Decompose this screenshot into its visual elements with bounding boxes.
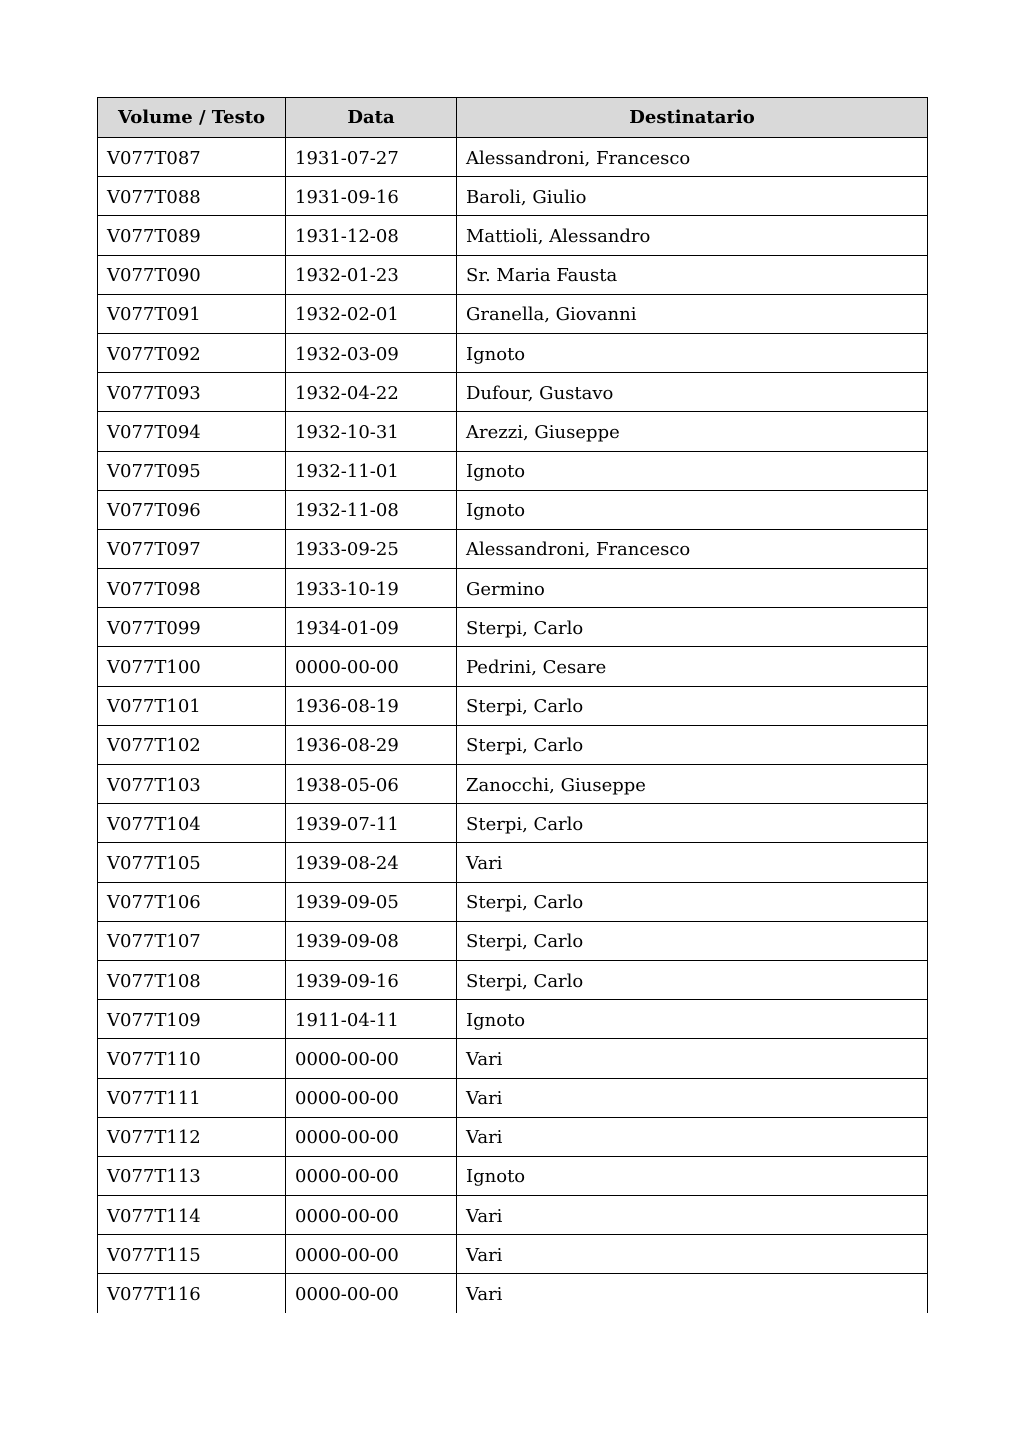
cell-data: 1931-07-27 xyxy=(286,138,457,177)
cell-destinatario: Zanocchi, Giuseppe xyxy=(457,765,928,804)
table-row xyxy=(98,1117,928,1156)
cell-data: 1931-12-08 xyxy=(286,216,457,255)
cell-volume-testo: V077T114 xyxy=(98,1196,286,1235)
table-row xyxy=(98,373,928,412)
cell-data: 1939-08-24 xyxy=(286,843,457,882)
table-row xyxy=(98,921,928,960)
cell-destinatario: Ignoto xyxy=(457,1000,928,1039)
header-row xyxy=(98,98,928,138)
cell-volume-testo: V077T097 xyxy=(98,529,286,568)
cell-destinatario: Vari xyxy=(457,1196,928,1235)
cell-volume-testo: V077T101 xyxy=(98,686,286,725)
table-row xyxy=(98,138,928,177)
table-row xyxy=(98,804,928,843)
cell-data: 1932-11-08 xyxy=(286,490,457,529)
cell-data: 0000-00-00 xyxy=(286,647,457,686)
cell-data: 0000-00-00 xyxy=(286,1039,457,1078)
cell-data: 0000-00-00 xyxy=(286,1156,457,1195)
cell-volume-testo: V077T093 xyxy=(98,373,286,412)
cell-data: 1933-09-25 xyxy=(286,529,457,568)
cell-volume-testo: V077T105 xyxy=(98,843,286,882)
table-row xyxy=(98,1196,928,1235)
cell-volume-testo: V077T106 xyxy=(98,882,286,921)
table-row xyxy=(98,333,928,372)
cell-destinatario: Sterpi, Carlo xyxy=(457,921,928,960)
cell-destinatario: Ignoto xyxy=(457,490,928,529)
table-row xyxy=(98,490,928,529)
cell-volume-testo: V077T104 xyxy=(98,804,286,843)
column-header-data: Data xyxy=(286,98,457,138)
cell-destinatario: Ignoto xyxy=(457,451,928,490)
cell-volume-testo: V077T112 xyxy=(98,1117,286,1156)
table-row xyxy=(98,1156,928,1195)
cell-destinatario: Sterpi, Carlo xyxy=(457,686,928,725)
cell-data: 1911-04-11 xyxy=(286,1000,457,1039)
table-row xyxy=(98,216,928,255)
table-row xyxy=(98,882,928,921)
cell-destinatario: Mattioli, Alessandro xyxy=(457,216,928,255)
cell-destinatario: Germino xyxy=(457,569,928,608)
cell-destinatario: Vari xyxy=(457,1274,928,1313)
cell-destinatario: Dufour, Gustavo xyxy=(457,373,928,412)
cell-data: 1933-10-19 xyxy=(286,569,457,608)
cell-volume-testo: V077T089 xyxy=(98,216,286,255)
letters-table xyxy=(97,97,928,1313)
cell-volume-testo: V077T100 xyxy=(98,647,286,686)
cell-volume-testo: V077T109 xyxy=(98,1000,286,1039)
cell-data: 1939-09-05 xyxy=(286,882,457,921)
cell-destinatario: Alessandroni, Francesco xyxy=(457,529,928,568)
cell-destinatario: Vari xyxy=(457,1235,928,1274)
cell-volume-testo: V077T113 xyxy=(98,1156,286,1195)
cell-data: 0000-00-00 xyxy=(286,1078,457,1117)
cell-data: 1939-07-11 xyxy=(286,804,457,843)
table-row xyxy=(98,725,928,764)
cell-volume-testo: V077T096 xyxy=(98,490,286,529)
table-row xyxy=(98,177,928,216)
cell-destinatario: Ignoto xyxy=(457,333,928,372)
table-row xyxy=(98,1078,928,1117)
cell-destinatario: Vari xyxy=(457,1117,928,1156)
cell-volume-testo: V077T098 xyxy=(98,569,286,608)
table-row xyxy=(98,412,928,451)
cell-data: 1938-05-06 xyxy=(286,765,457,804)
cell-destinatario: Sr. Maria Fausta xyxy=(457,255,928,294)
cell-data: 1932-01-23 xyxy=(286,255,457,294)
cell-destinatario: Granella, Giovanni xyxy=(457,294,928,333)
cell-data: 1932-03-09 xyxy=(286,333,457,372)
cell-data: 0000-00-00 xyxy=(286,1274,457,1313)
cell-volume-testo: V077T094 xyxy=(98,412,286,451)
cell-volume-testo: V077T116 xyxy=(98,1274,286,1313)
cell-volume-testo: V077T103 xyxy=(98,765,286,804)
cell-data: 1932-11-01 xyxy=(286,451,457,490)
cell-destinatario: Vari xyxy=(457,1039,928,1078)
table-row xyxy=(98,569,928,608)
table-row xyxy=(98,765,928,804)
cell-volume-testo: V077T102 xyxy=(98,725,286,764)
cell-data: 0000-00-00 xyxy=(286,1235,457,1274)
cell-data: 1936-08-19 xyxy=(286,686,457,725)
column-header-destinatario: Destinatario xyxy=(457,98,928,138)
cell-destinatario: Baroli, Giulio xyxy=(457,177,928,216)
cell-volume-testo: V077T108 xyxy=(98,960,286,999)
table-row xyxy=(98,1000,928,1039)
cell-destinatario: Vari xyxy=(457,843,928,882)
table-row xyxy=(98,1039,928,1078)
cell-destinatario: Pedrini, Cesare xyxy=(457,647,928,686)
cell-destinatario: Alessandroni, Francesco xyxy=(457,138,928,177)
cell-data: 1931-09-16 xyxy=(286,177,457,216)
cell-volume-testo: V077T095 xyxy=(98,451,286,490)
table-row xyxy=(98,608,928,647)
cell-data: 1936-08-29 xyxy=(286,725,457,764)
column-header-volume-testo: Volume / Testo xyxy=(98,98,286,138)
cell-data: 1934-01-09 xyxy=(286,608,457,647)
table-row xyxy=(98,1235,928,1274)
cell-destinatario: Sterpi, Carlo xyxy=(457,725,928,764)
table-body xyxy=(98,138,928,1314)
cell-data: 0000-00-00 xyxy=(286,1117,457,1156)
table-row xyxy=(98,255,928,294)
table-row xyxy=(98,451,928,490)
cell-destinatario: Sterpi, Carlo xyxy=(457,882,928,921)
table-row xyxy=(98,1274,928,1313)
cell-data: 1939-09-08 xyxy=(286,921,457,960)
table-row xyxy=(98,294,928,333)
cell-volume-testo: V077T107 xyxy=(98,921,286,960)
cell-data: 1939-09-16 xyxy=(286,960,457,999)
table-row xyxy=(98,960,928,999)
table-row xyxy=(98,529,928,568)
cell-volume-testo: V077T092 xyxy=(98,333,286,372)
cell-volume-testo: V077T087 xyxy=(98,138,286,177)
cell-destinatario: Sterpi, Carlo xyxy=(457,960,928,999)
cell-volume-testo: V077T091 xyxy=(98,294,286,333)
cell-data: 1932-04-22 xyxy=(286,373,457,412)
cell-destinatario: Sterpi, Carlo xyxy=(457,608,928,647)
cell-data: 1932-10-31 xyxy=(286,412,457,451)
table-row xyxy=(98,647,928,686)
cell-destinatario: Arezzi, Giuseppe xyxy=(457,412,928,451)
cell-volume-testo: V077T110 xyxy=(98,1039,286,1078)
cell-volume-testo: V077T111 xyxy=(98,1078,286,1117)
cell-data: 1932-02-01 xyxy=(286,294,457,333)
cell-volume-testo: V077T088 xyxy=(98,177,286,216)
cell-destinatario: Sterpi, Carlo xyxy=(457,804,928,843)
cell-volume-testo: V077T099 xyxy=(98,608,286,647)
table-header xyxy=(98,98,928,138)
cell-destinatario: Ignoto xyxy=(457,1156,928,1195)
table-row xyxy=(98,686,928,725)
cell-destinatario: Vari xyxy=(457,1078,928,1117)
cell-volume-testo: V077T115 xyxy=(98,1235,286,1274)
cell-data: 0000-00-00 xyxy=(286,1196,457,1235)
cell-volume-testo: V077T090 xyxy=(98,255,286,294)
table-row xyxy=(98,843,928,882)
